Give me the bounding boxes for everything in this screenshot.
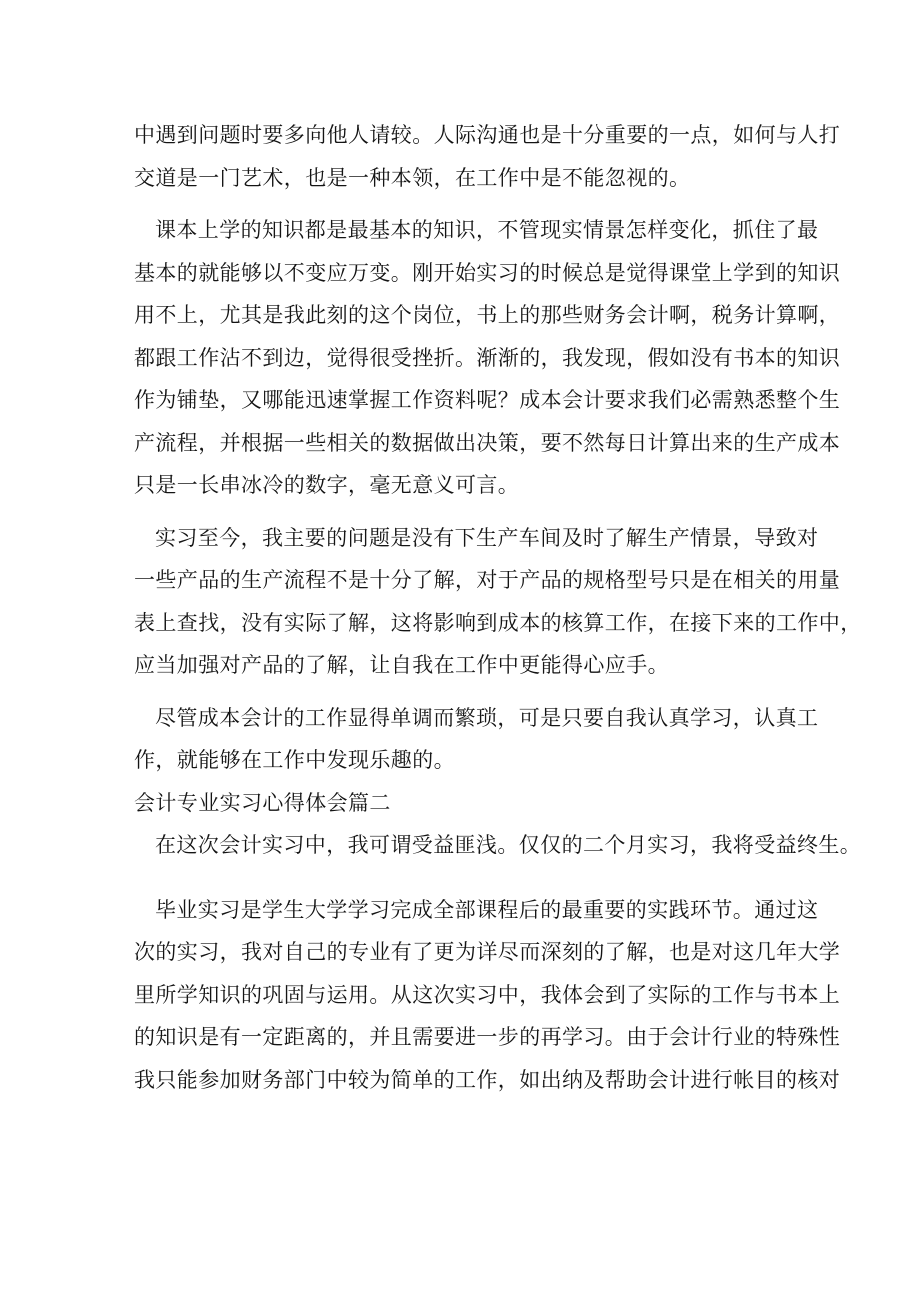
text-line: 实习至今，我主要的问题是没有下生产车间及时了解生产情景，导致对 <box>155 525 819 550</box>
section-heading: 会计专业实习心得体会篇二 <box>134 790 391 815</box>
text-line: 里所学知识的巩固与运用。从这次实习中，我体会到了实际的工作与书本上 <box>134 982 841 1007</box>
text-line: 基本的就能够以不变应万变。刚开始实习的时候总是觉得课堂上学到的知识 <box>134 260 841 285</box>
paragraph-3 <box>134 517 862 687</box>
paragraph-4 <box>134 697 819 782</box>
text-line: 应当加强对产品的了解，让自我在工作中更能得心应手。 <box>134 653 669 677</box>
paragraph-1 <box>134 114 841 199</box>
text-line: 作，就能够在工作中发现乐趣的。 <box>134 748 455 772</box>
text-line: 都跟工作沾不到边，觉得很受挫折。渐渐的，我发现，假如没有书本的知识 <box>134 345 841 370</box>
text-line: 尽管成本会计的工作显得单调而繁琐，可是只要自我认真学习，认真工 <box>155 705 819 730</box>
paragraph-2 <box>134 209 841 507</box>
text-line: 用不上，尤其是我此刻的这个岗位，书上的那些财务会计啊，税务计算啊， <box>134 303 841 327</box>
text-line: 次的实习，我对自己的专业有了更为详尽而深刻的了解，也是对这几年大学 <box>134 940 841 964</box>
text-line: 毕业实习是学生大学学习完成全部课程后的最重要的实践环节。通过这 <box>155 897 819 922</box>
text-line: 在这次会计实习中，我可谓受益匪浅。仅仅的二个月实习，我将受益终生。 <box>155 833 862 857</box>
text-line: 产流程，并根据一些相关的数据做出决策，要不然每日计算出来的生产成本 <box>134 430 841 455</box>
text-line: 中遇到问题时要多向他人请较。人际沟通也是十分重要的一点，如何与人打 <box>134 123 841 147</box>
text-line: 一些产品的生产流程不是十分了解，对于产品的规格型号只是在相关的用量 <box>134 568 841 592</box>
text-line: 的知识是有一定距离的，并且需要进一步的再学习。由于会计行业的特殊性 <box>134 1025 841 1049</box>
text-line: 我只能参加财务部门中较为简单的工作，如出纳及帮助会计进行帐目的核对 <box>134 1067 841 1092</box>
text-line: 表上查找，没有实际了解，这将影响到成本的核算工作，在接下来的工作中， <box>134 610 862 635</box>
text-line: 只是一长串冰冷的数字，毫无意义可言。 <box>134 473 520 497</box>
paragraph-6 <box>134 889 841 1102</box>
document-body <box>134 114 862 1101</box>
text-line: 交道是一门艺术，也是一种本领，在工作中是不能忽视的。 <box>134 165 691 190</box>
text-line: 课本上学的知识都是最基本的知识，不管现实情景怎样变化，抓住了最 <box>155 218 819 242</box>
text-line: 作为铺垫，又哪能迅速掌握工作资料呢？成本会计要求我们必需熟悉整个生 <box>134 388 841 412</box>
